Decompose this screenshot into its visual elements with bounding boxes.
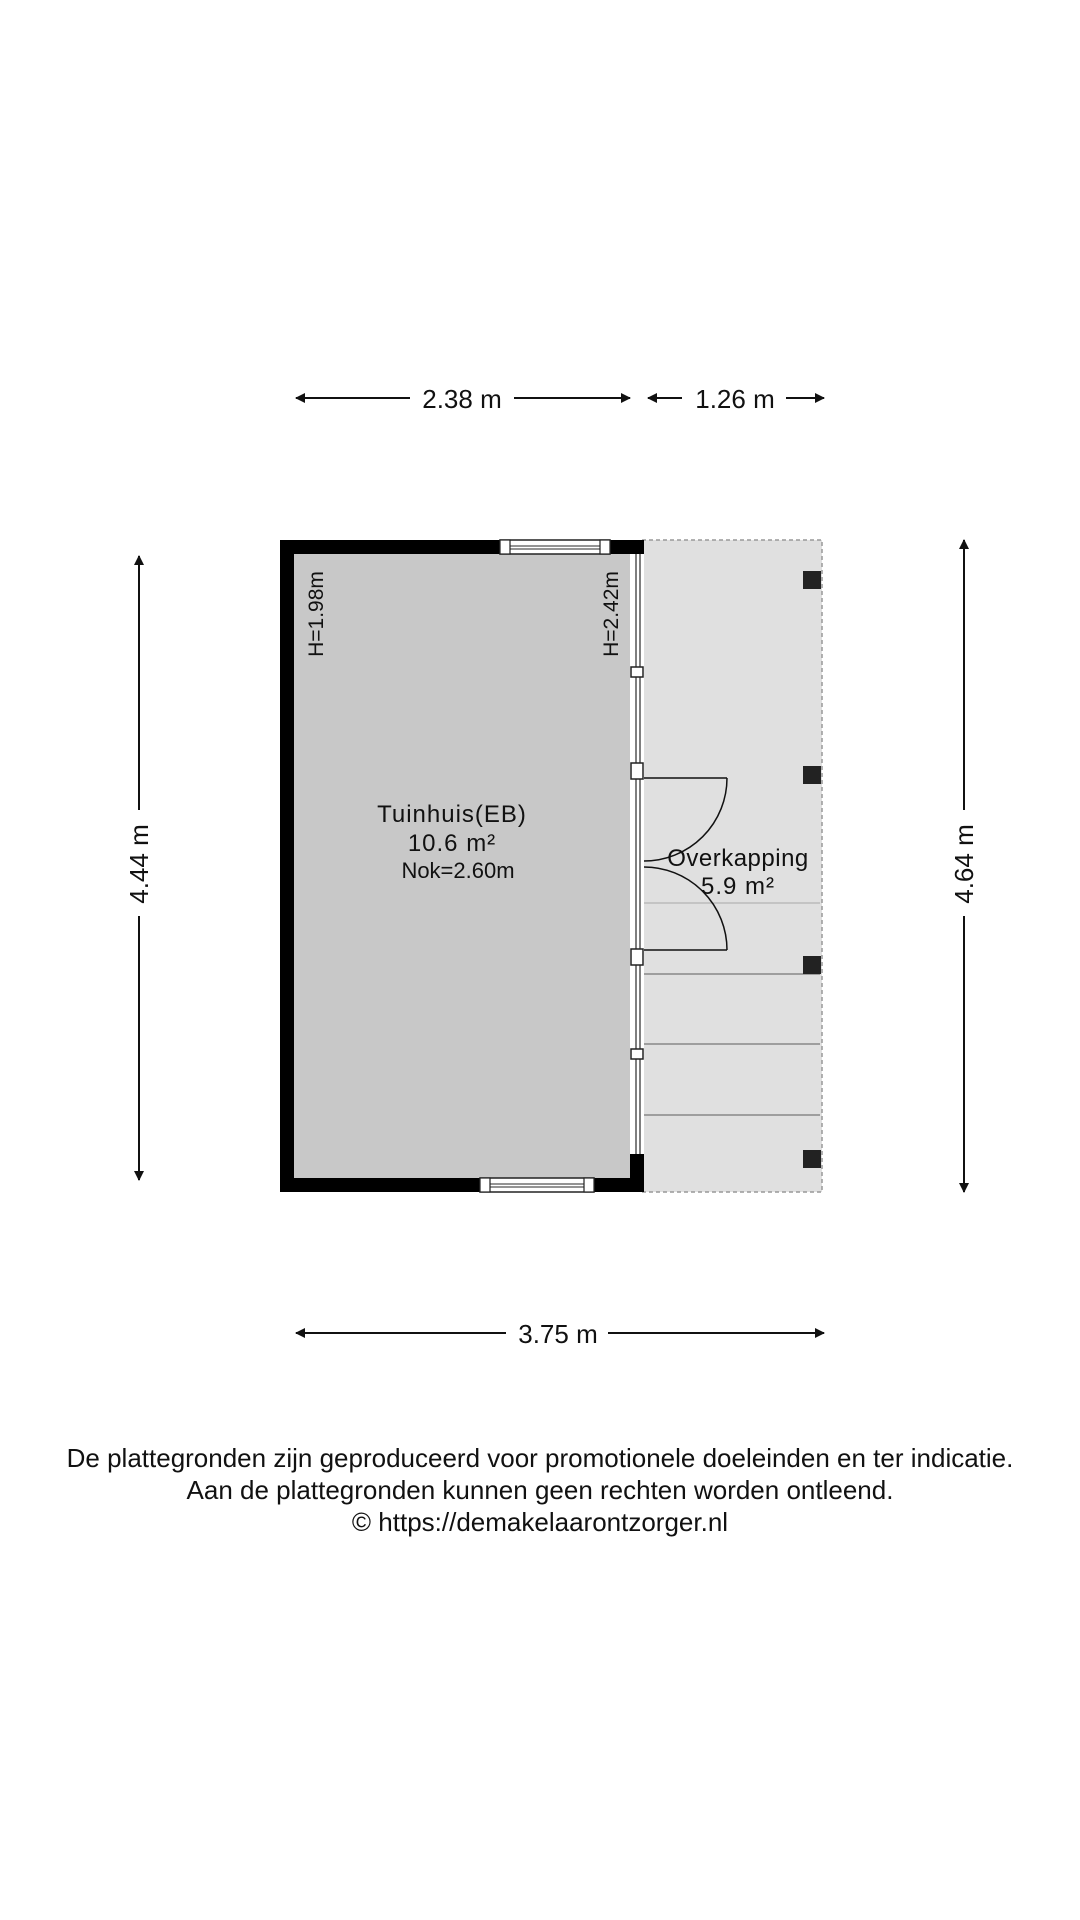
dimension-top-right [648,384,824,414]
window-bottom [480,1178,594,1192]
dimension-label-right: 4.64 m [949,824,979,904]
dimension-right [949,540,979,1192]
disclaimer-line-1: De plattegronden zijn geproduceerd voor promotionele doeleinden en ter indicatie. [66,1443,1014,1473]
disclaimer [0,1442,1080,1538]
window-jamb [500,540,510,554]
post [803,956,821,974]
dimension-label-top-left: 2.38 m [422,384,502,414]
dimension-label-bottom: 3.75 m [518,1319,598,1349]
window-jamb [584,1178,594,1192]
height-label-left: H=1.98m [305,571,328,657]
copyright-link[interactable]: © https://demakelaarontzorger.nl [351,1507,729,1537]
room-ridge-shed: Nok=2.60m [401,858,515,883]
window-jamb [600,540,610,554]
window-mullion [631,667,643,677]
room-name-shed: Tuinhuis(EB) [377,801,527,828]
room-area-shed: 10.6 m² [407,830,497,857]
window-top [500,540,610,554]
post [803,571,821,589]
window-jamb [480,1178,490,1192]
post [803,1150,821,1168]
room-name-canopy: Overkapping [667,845,809,872]
glazed-wall [630,554,644,1154]
window-mullion [631,763,643,779]
post [803,766,821,784]
dimension-top-left [296,384,630,414]
dimension-bottom [296,1319,824,1349]
room-area-canopy: 5.9 m² [700,873,776,900]
window-mullion [631,949,643,965]
dimension-left [124,556,154,1180]
height-label-right: H=2.42m [600,571,623,657]
dimension-label-top-right: 1.26 m [695,384,775,414]
disclaimer-line-2: Aan de plattegronden kunnen geen rechten worden ontleend. [186,1475,894,1505]
dimension-label-left: 4.44 m [124,824,154,904]
window-mullion [631,1049,643,1059]
